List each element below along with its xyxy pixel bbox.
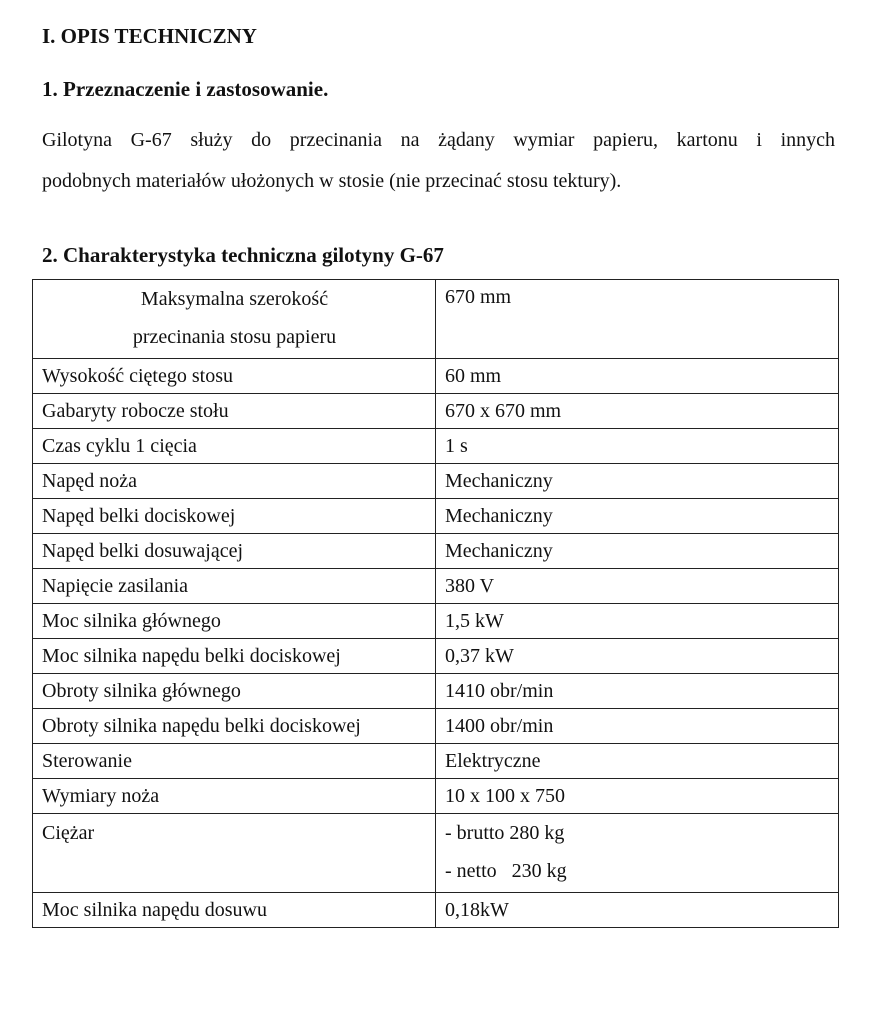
spec-label: Napięcie zasilania (33, 569, 436, 604)
spec-label: Wymiary noża (33, 779, 436, 814)
table-row (33, 604, 839, 639)
spec-value: - brutto 280 kg (445, 822, 565, 844)
paragraph-line-1: Gilotyna G-67 służy do przecinania na żądany wymiar papieru, kartonu i innych (42, 129, 835, 151)
spec-value: 1410 obr/min (436, 674, 839, 709)
spec-label: Moc silnika napędu dosuwu (33, 893, 436, 928)
spec-label: Gabaryty robocze stołu (33, 394, 436, 429)
spec-value: - netto 230 kg (445, 860, 567, 882)
spec-value: 60 mm (436, 359, 839, 394)
table-row (33, 359, 839, 394)
spec-label: Czas cyklu 1 cięcia (33, 429, 436, 464)
spec-value: 1400 obr/min (436, 709, 839, 744)
spec-label: Moc silnika napędu belki dociskowej (33, 639, 436, 674)
spec-label: Sterowanie (33, 744, 436, 779)
section-1-title: 1. Przeznaczenie i zastosowanie. (42, 77, 329, 101)
spec-value: 670 mm (445, 286, 512, 308)
table-row (33, 534, 839, 569)
spec-label: Wysokość ciętego stosu (33, 359, 436, 394)
spec-value: Mechaniczny (436, 534, 839, 569)
spec-value: Mechaniczny (436, 464, 839, 499)
table-row (33, 499, 839, 534)
spec-value: 670 x 670 mm (436, 394, 839, 429)
table-row (33, 814, 839, 893)
spec-label: przecinania stosu papieru (132, 326, 337, 348)
section-2-title: 2. Charakterystyka techniczna gilotyny G-67 (42, 243, 444, 267)
document-heading: I. OPIS TECHNICZNY (42, 24, 257, 48)
paragraph-line-2: podobnych materiałów ułożonych w stosie (nie przecinać stosu tektury). (42, 170, 622, 192)
spec-label: Napęd belki dociskowej (33, 499, 436, 534)
table-row (33, 464, 839, 499)
table-row (33, 639, 839, 674)
spec-label: Napęd belki dosuwającej (33, 534, 436, 569)
table-row (33, 429, 839, 464)
spec-value-cell (436, 280, 839, 359)
table-row (33, 569, 839, 604)
spec-label: Obroty silnika napędu belki dociskowej (33, 709, 436, 744)
spec-value: Mechaniczny (436, 499, 839, 534)
spec-value: Elektryczne (436, 744, 839, 779)
spec-label: Napęd noża (33, 464, 436, 499)
spec-table (32, 279, 839, 928)
spec-label: Ciężar (33, 814, 436, 893)
spec-value: 0,18kW (436, 893, 839, 928)
spec-label: Moc silnika głównego (33, 604, 436, 639)
table-row (33, 394, 839, 429)
spec-value-cell (436, 814, 839, 893)
table-row (33, 779, 839, 814)
spec-value: 380 V (436, 569, 839, 604)
spec-label: Obroty silnika głównego (33, 674, 436, 709)
table-row (33, 280, 839, 359)
spec-value: 1 s (436, 429, 839, 464)
spec-value: 1,5 kW (436, 604, 839, 639)
table-row (33, 744, 839, 779)
table-row (33, 893, 839, 928)
spec-label: Maksymalna szerokość (140, 288, 329, 310)
spec-value: 10 x 100 x 750 (436, 779, 839, 814)
table-row (33, 674, 839, 709)
spec-value: 0,37 kW (436, 639, 839, 674)
table-row (33, 709, 839, 744)
spec-label-cell (33, 280, 436, 359)
section-1-paragraph (42, 120, 835, 202)
